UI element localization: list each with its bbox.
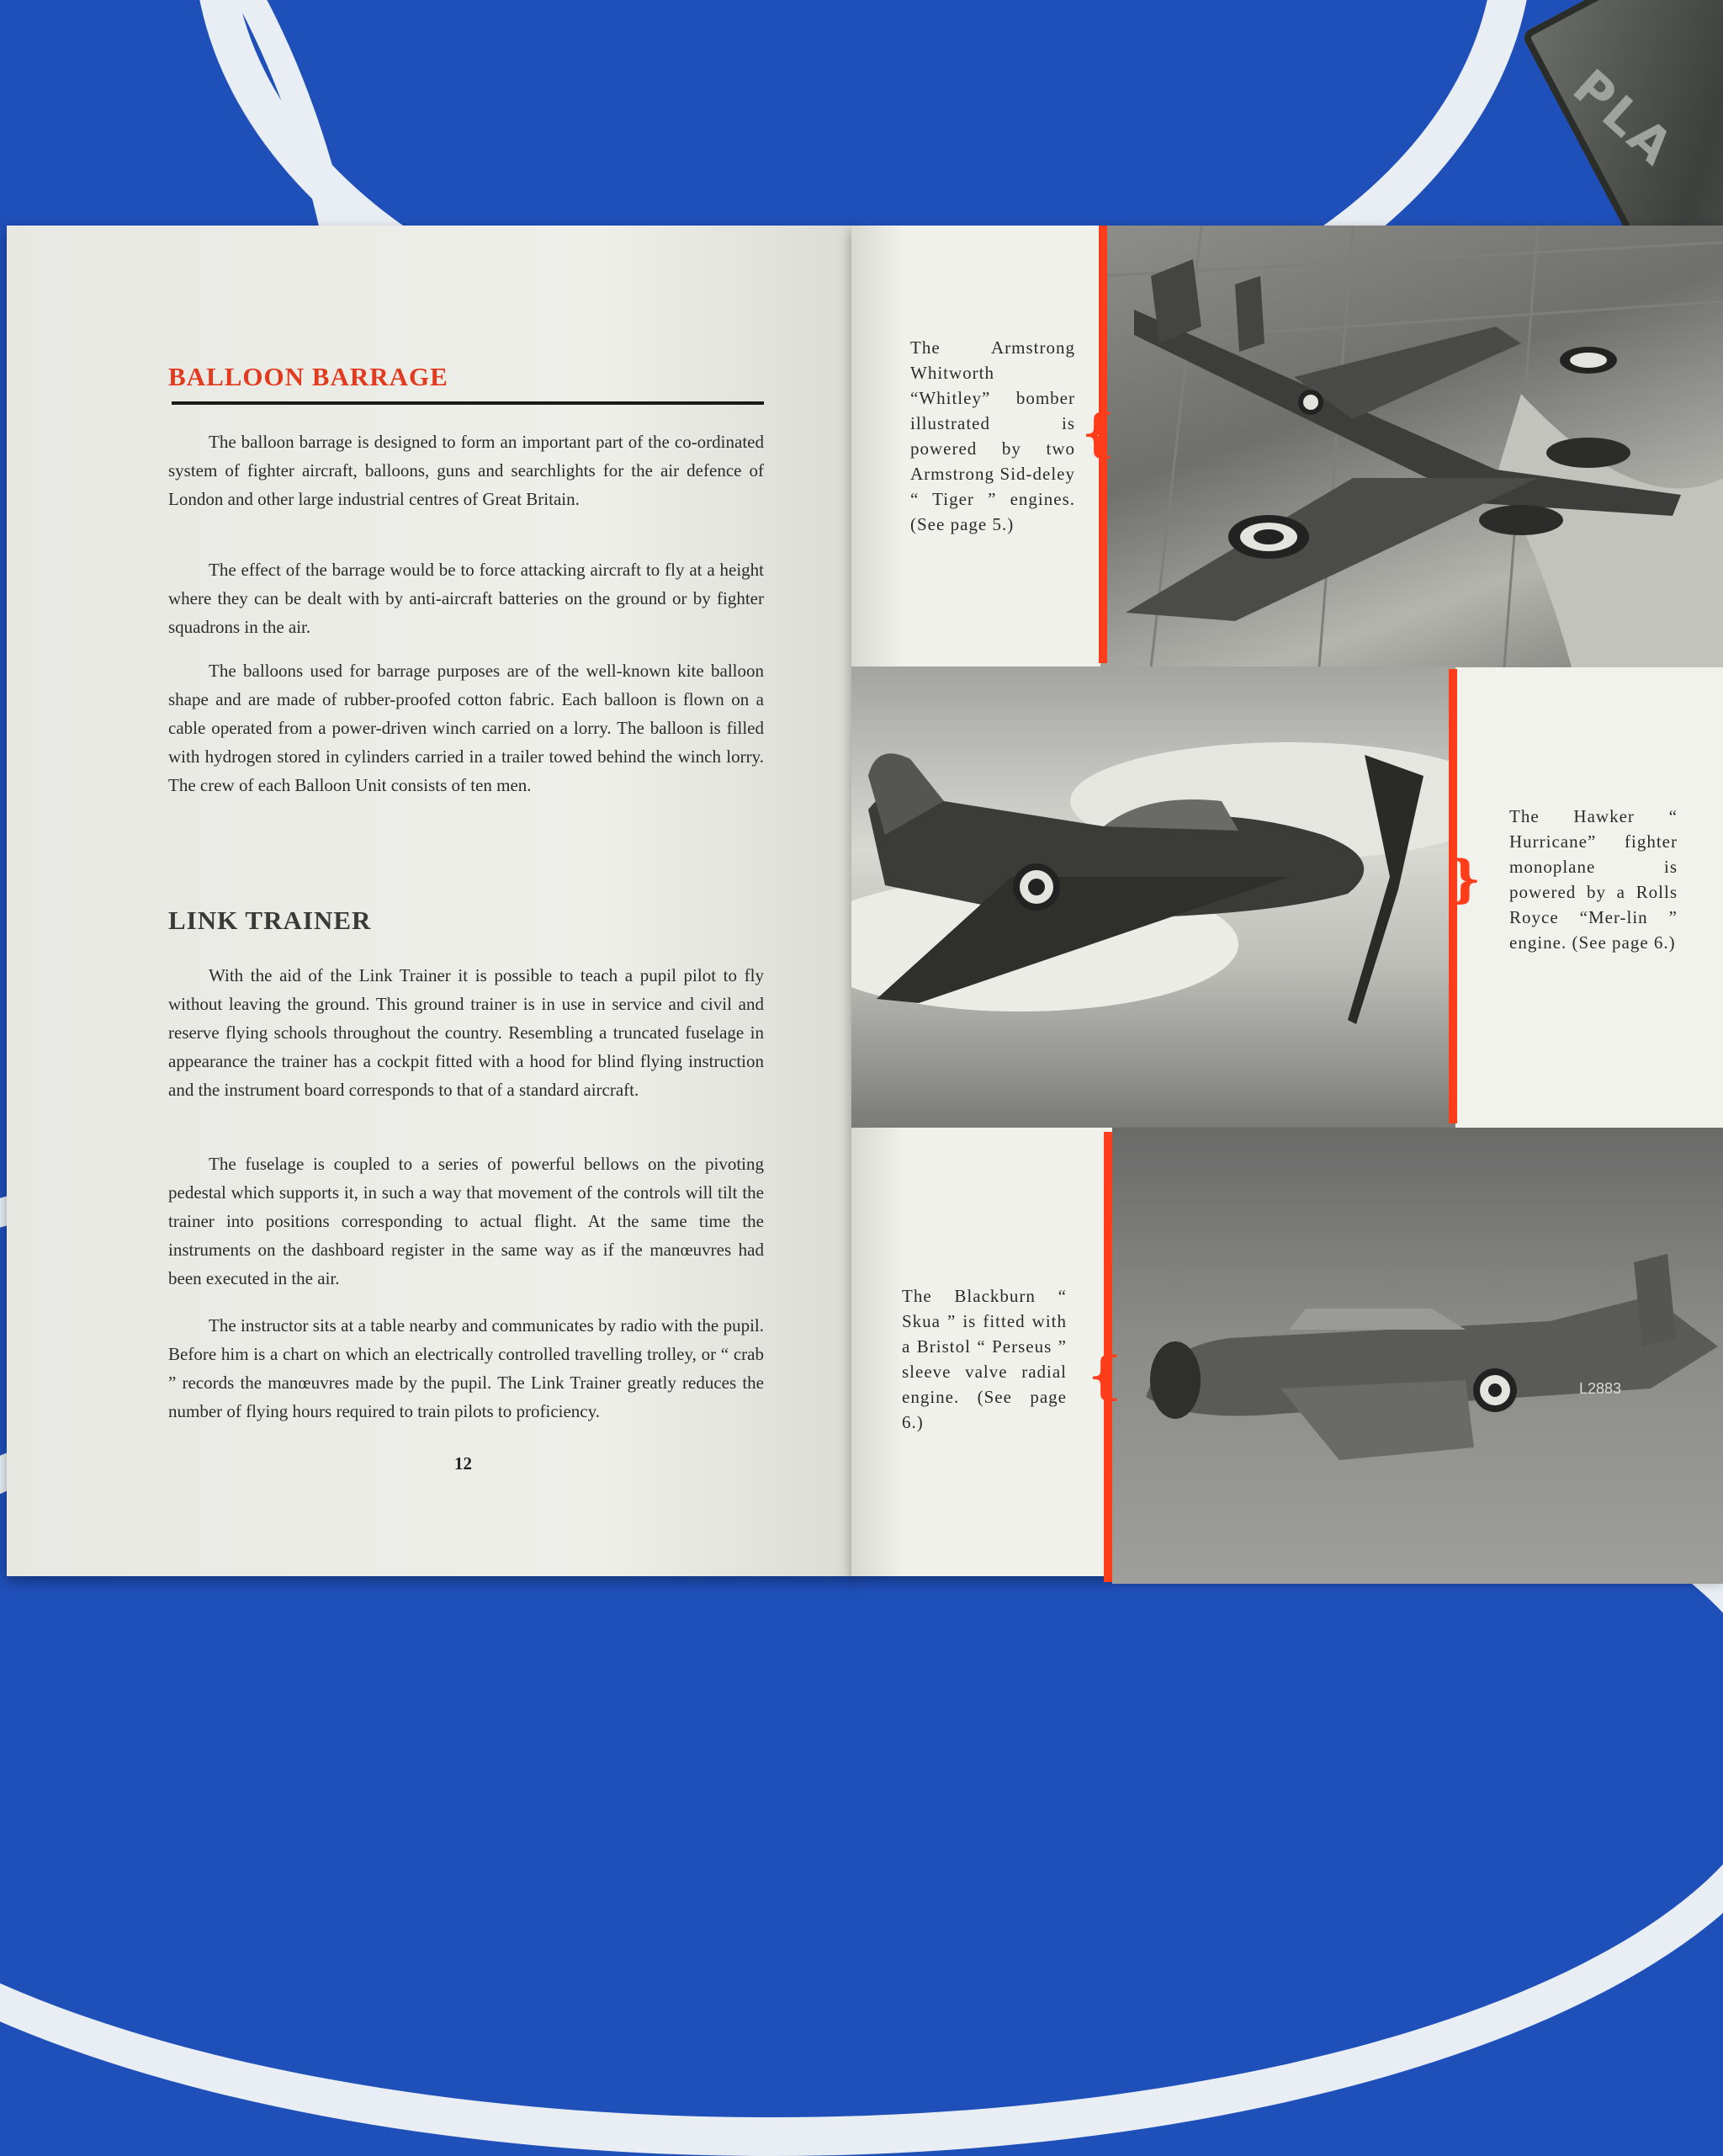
whitley-caption: The Armstrong Whitworth “Whitley” bomber illustrated is powered by two Armstrong Sid-deley “ Tiger ” engines. (See page 5.) bbox=[910, 337, 1075, 534]
balloon-paragraph-3: The balloons used for barrage purposes are of the well-known kite balloon shape and are made of rubber-proofed cotton fabric. Each balloon is flown on a cable operated from a power-driven winch carried on a lorry. The balloon is filled with hydrogen stored in cylinders carried in a trailer towed behind the winch lorry. The crew of each Balloon Unit consists of ten men. bbox=[168, 661, 764, 795]
balloon-paragraph-2: The effect of the barrage would be to force attacking aircraft to fly at a height where they can be dealt with by anti-aircraft batteries on the ground or by fighter squadrons in the air. bbox=[168, 560, 764, 637]
tin-label: PLA bbox=[1561, 58, 1686, 178]
balloon-barrage-heading: BALLOON BARRAGE bbox=[168, 362, 448, 391]
hurricane-fighter-photo bbox=[851, 666, 1455, 1128]
whitley-bomber-photo bbox=[1100, 226, 1723, 667]
link-trainer-heading: LINK TRAINER bbox=[168, 905, 372, 935]
skua-photo bbox=[1112, 1128, 1723, 1584]
page-number: 12 bbox=[454, 1453, 472, 1474]
link-paragraph-3: The instructor sits at a table nearby and communicates by radio with the pupil. Before him is a chart on which an electrically controlled travelling trolley, or “ crab ” records the manœuvres made by the pupil. The Link Trainer greatly reduces the number of flying hours required to train pilots to proficiency. bbox=[168, 1315, 764, 1421]
caption-brace-1: { bbox=[1082, 404, 1115, 463]
heading-rule bbox=[172, 401, 764, 405]
balloon-paragraph-1: The balloon barrage is designed to form an important part of the co-ordinated system of fighter aircraft, balloons, guns and searchlights for the air defence of London and other large industrial centres of Great Britain. bbox=[168, 432, 764, 509]
link-paragraph-1: With the aid of the Link Trainer it is possible to teach a pupil pilot to fly without leaving the ground. This ground trainer is in use in service and civil and reserve flying schools throughout the country. Resembling a truncated fuselage in appearance the trainer has a cockpit fitted with a hood for blind flying instruction and the instrument board corresponds to that of a standard aircraft. bbox=[168, 965, 764, 1100]
caption-brace-2: { bbox=[1449, 850, 1482, 909]
link-paragraph-2: The fuselage is coupled to a series of powerful bellows on the pivoting pedestal which supports it, in such a way that movement of the controls will tilt the trainer into positions corresponding to actual flight. At the same time the instruments on the dashboard register in the same way as if the manœuvres had been executed in the air. bbox=[168, 1154, 764, 1288]
skua-caption: The Blackburn “ Skua ” is fitted with a Bristol “ Perseus ” sleeve valve radial engine. (See page 6.) bbox=[902, 1286, 1067, 1432]
photo-3-serial: L2883 bbox=[1579, 1380, 1622, 1397]
caption-brace-3: { bbox=[1089, 1346, 1121, 1405]
hurricane-caption: The Hawker “ Hurricane” fighter monoplane is powered by a Rolls Royce “Mer-lin ” engine. (See page 6.) bbox=[1509, 806, 1678, 953]
